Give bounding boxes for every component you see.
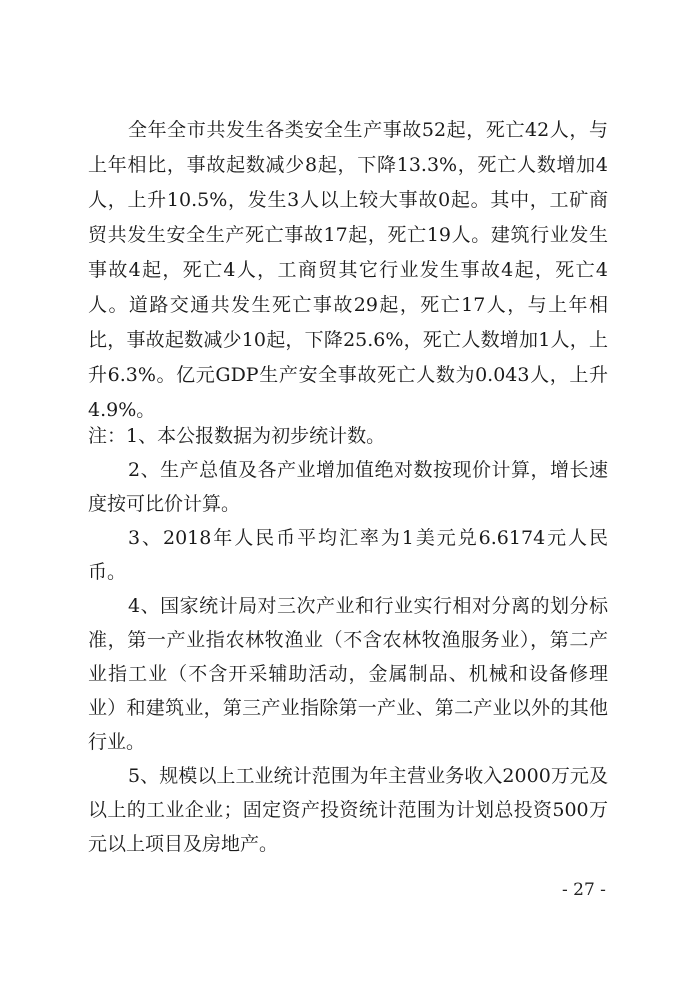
safety-paragraph: 全年全市共发生各类安全生产事故52起，死亡42人，与上年相比，事故起数减少8起，下降13.3%，死亡人数增加4人，上升10.5%，发生3人以上较大事故0起。其中，工矿商贸共发生安全生产死亡事故17起，死亡19人。建筑行业发生事故4起，死亡4人，工商贸其它行业发生事故4起，死亡4人。道路交通共发生死亡事故29起，死亡17人，与上年相比，事故起数减少10起，下降25.6%，死亡人数增加1人，上升6.3%。亿元GDP生产安全事故死亡人数为0.043人，上升4.9%。 — [88, 119, 608, 421]
note-item-4: 4、国家统计局对三次产业和行业实行相对分离的划分标准，第一产业指农林牧渔业（不含农林牧渔服务业），第二产业指工业（不含开采辅助活动，金属制品、机械和设备修理业）和建筑业，第三产业指除第一产业、第二产业以外的其他行业。 — [88, 595, 608, 753]
note-heading: 注：1、本公报数据为初步统计数。 — [88, 425, 386, 447]
page-number: - 27 - — [562, 880, 606, 900]
note-item-3: 3、2018年人民币平均汇率为1美元兑6.6174元人民币。 — [88, 527, 608, 583]
notes-section — [88, 419, 608, 861]
note-item-5: 5、规模以上工业统计范围为年主营业务收入2000万元及以上的工业企业；固定资产投资统计范围为计划总投资500万元以上项目及房地产。 — [88, 765, 608, 855]
note-item-2: 2、生产总值及各产业增加值绝对数按现价计算，增长速度按可比价计算。 — [88, 459, 608, 515]
